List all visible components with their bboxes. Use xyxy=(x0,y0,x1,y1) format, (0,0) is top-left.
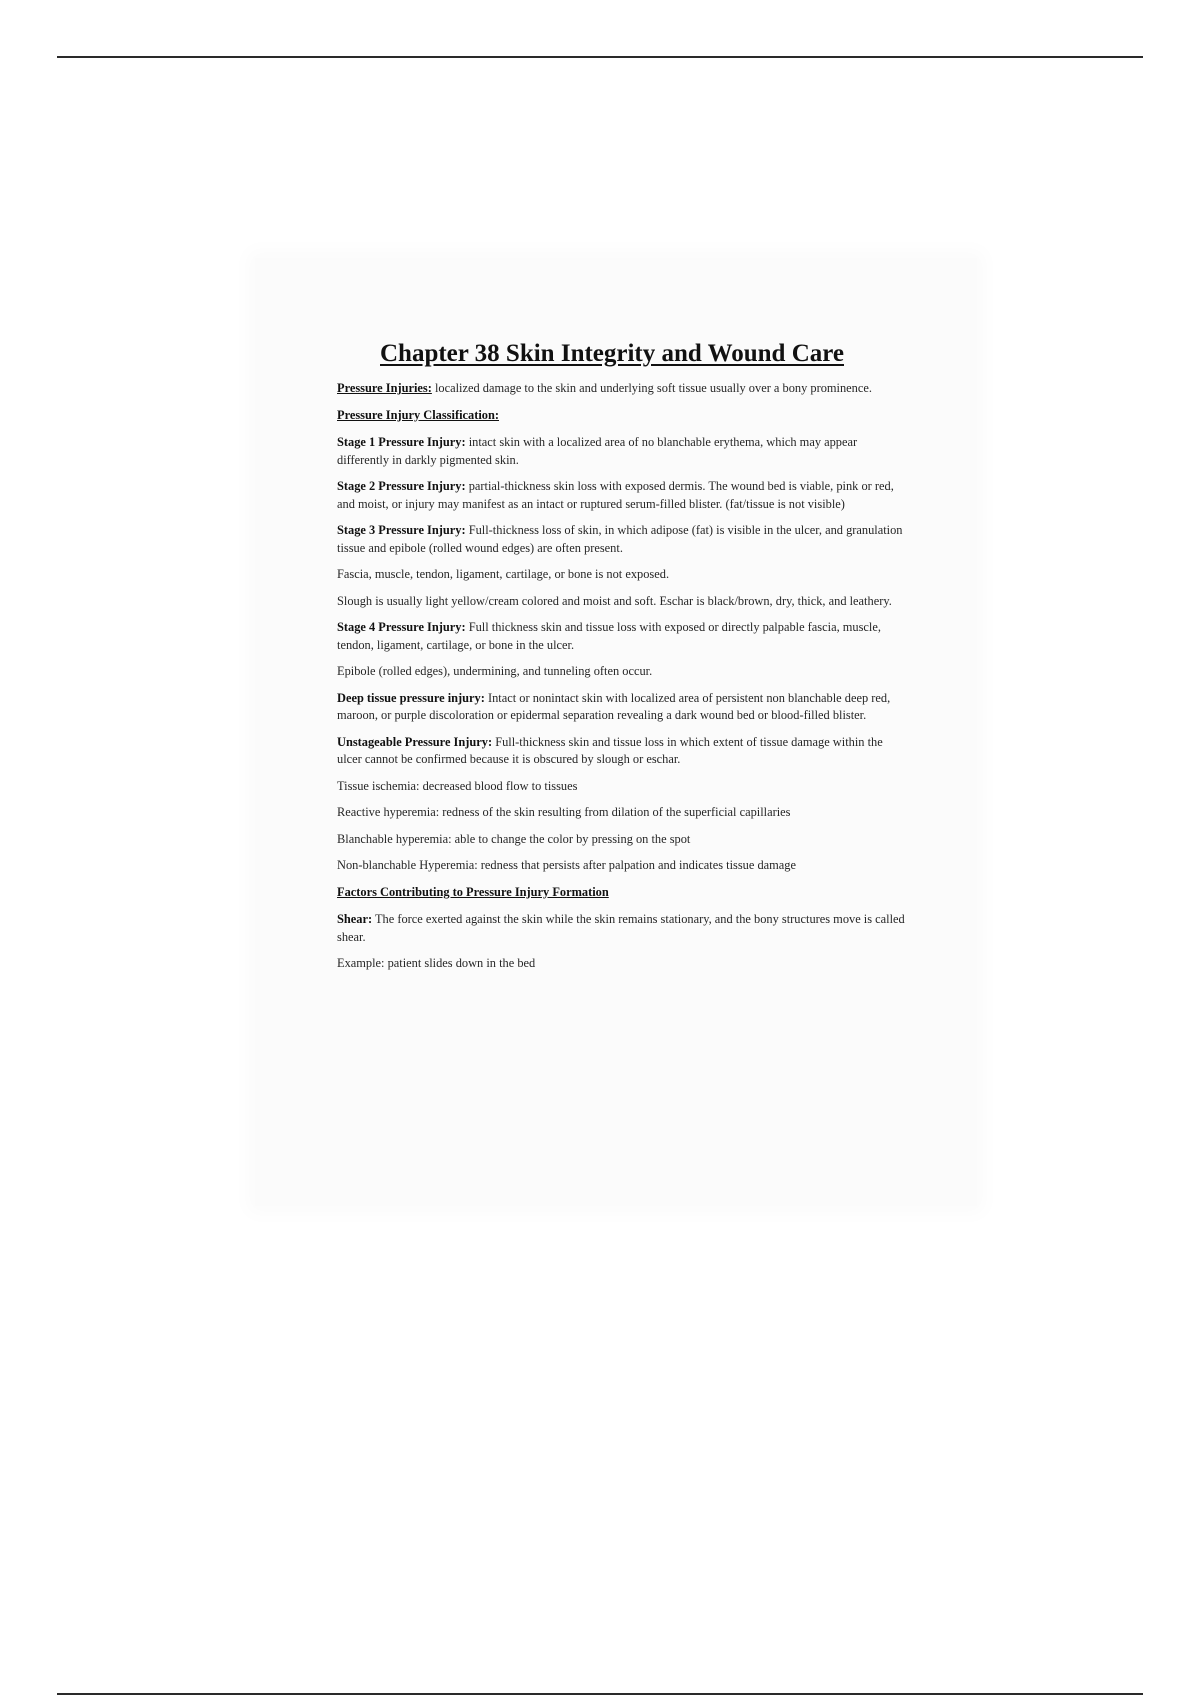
page-title: Chapter 38 Skin Integrity and Wound Care xyxy=(380,340,844,367)
shear-definition xyxy=(337,911,907,946)
stage4-text: Full thickness skin and tissue loss with exposed or directly palpable fascia, muscle, tendon, ligament, cartilage, or bone in the ulcer. xyxy=(337,620,881,652)
stage3-text: Full-thickness loss of skin, in which adipose (fat) is visible in the ulcer, and granulation tissue and epibole (rolled wound edges) are often present. xyxy=(337,523,903,555)
stage2-definition xyxy=(337,478,907,513)
stage2-term: Stage 2 Pressure Injury: xyxy=(337,479,466,493)
unstageable-definition xyxy=(337,734,907,769)
reactive-hyperemia-line: Reactive hyperemia: redness of the skin resulting from dilation of the superficial capillaries xyxy=(337,805,791,819)
document-body xyxy=(337,338,907,982)
unstageable-term: Unstageable Pressure Injury: xyxy=(337,734,493,749)
pressure-injuries-definition xyxy=(337,380,907,398)
pressure-injuries-text: localized damage to the skin and underlying soft tissue usually over a bony prominence. xyxy=(431,381,872,395)
stage3-note-fascia: Fascia, muscle, tendon, ligament, cartilage, or bone is not exposed. xyxy=(337,567,670,581)
stage2-text: partial-thickness skin loss with exposed dermis. The wound bed is viable, pink or red, and moist, or injury may manifest as an intact or ruptured serum-filled blister. (fat/tissue is not visible) xyxy=(337,479,894,511)
stage4-definition xyxy=(337,619,907,654)
unstageable-text: Full-thickness skin and tissue loss in which extent of tissue damage within the ulcer cannot be confirmed because it is obscured by slough or eschar. xyxy=(337,734,883,766)
deep-tissue-text: Intact or nonintact skin with localized area of persistent non blanchable deep red, maroon, or purple discoloration or epidermal separation revealing a dark wound bed or blood-filled blister. xyxy=(337,690,891,722)
stage1-text: intact skin with a localized area of no blanchable erythema, which may appear differently in darkly pigmented skin. xyxy=(337,435,858,467)
blanchable-hyperemia-line: Blanchable hyperemia: able to change the color by pressing on the spot xyxy=(337,831,691,846)
pressure-injuries-term: Pressure Injuries: xyxy=(337,381,432,395)
nonblanchable-hyperemia-line: Non-blanchable Hyperemia: redness that persists after palpation and indicates tissue damage xyxy=(337,858,796,872)
top-divider xyxy=(57,56,1143,58)
stage3-note-slough: Slough is usually light yellow/cream colored and moist and soft. Eschar is black/brown, dry, thick, and leathery. xyxy=(337,593,892,608)
classification-heading: Pressure Injury Classification: xyxy=(337,407,499,422)
stage3-term: Stage 3 Pressure Injury: xyxy=(337,523,466,537)
stage1-definition xyxy=(337,434,907,469)
shear-text: The force exerted against the skin while the skin remains stationary, and the bony structures move is called shear. xyxy=(337,912,905,944)
shear-term: Shear: xyxy=(337,912,373,926)
stage3-definition xyxy=(337,522,907,557)
deep-tissue-term: Deep tissue pressure injury: xyxy=(337,690,485,705)
bottom-divider xyxy=(57,1693,1143,1695)
stage4-note: Epibole (rolled edges), undermining, and tunneling often occur. xyxy=(337,664,653,678)
stage4-term: Stage 4 Pressure Injury: xyxy=(337,620,466,634)
stage1-term: Stage 1 Pressure Injury: xyxy=(337,435,466,449)
deep-tissue-definition xyxy=(337,690,907,725)
tissue-ischemia-line: Tissue ischemia: decreased blood flow to tissues xyxy=(337,778,578,793)
shear-example: Example: patient slides down in the bed xyxy=(337,956,536,970)
factors-heading: Factors Contributing to Pressure Injury Formation xyxy=(337,884,609,899)
